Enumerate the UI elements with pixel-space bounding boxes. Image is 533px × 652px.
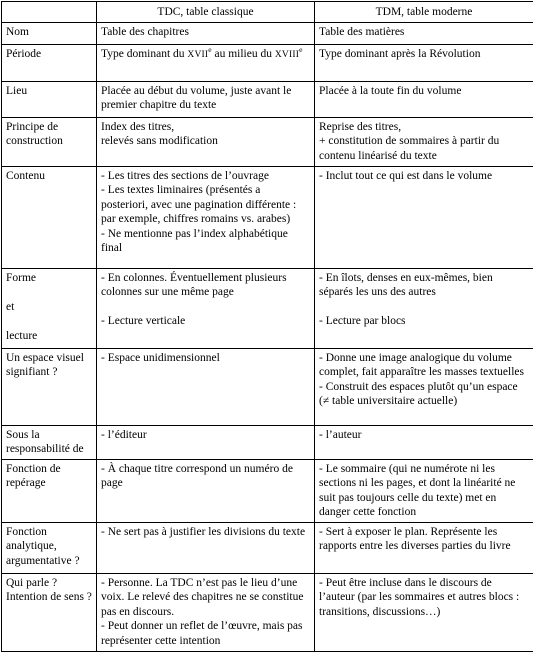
tdc-cell: - Espace unidimensionnel xyxy=(97,348,315,425)
header-cell-tdm: TDM, table moderne xyxy=(315,2,533,23)
tdm-cell: Reprise des titres, + constitution de sommaires à partir du contenu linéarisé du texte xyxy=(315,117,533,166)
tdm-cell: - Peut être incluse dans le discours de l’auteur (par les sommaires et autres blocs : transitions, discussions…) xyxy=(315,573,533,651)
table-row xyxy=(2,459,533,522)
row-label: Sous la responsabilité de xyxy=(2,425,97,459)
header-cell-tdc: TDC, table classique xyxy=(97,2,315,23)
century-xviii: XVIII xyxy=(275,50,299,60)
tdm-cell: - Sert à exposer le plan. Représente les rapports entre les diverses parties du livre xyxy=(315,522,533,573)
superscript-e: e xyxy=(208,45,211,54)
tdc-cell xyxy=(97,44,315,81)
tdm-cell: - En îlots, denses en eux-mêmes, bien séparés les uns des autres - Lecture par blocs xyxy=(315,268,533,348)
tdm-cell: Placée à la toute fin du volume xyxy=(315,81,533,117)
tdm-cell: - Donne une image analogique du volume complet, fait apparaître les masses textuelles - Construit des espaces plutôt qu’un espace (≠ table universitaire actuelle) xyxy=(315,348,533,425)
tdc-text-before: Type dominant du xyxy=(101,48,187,60)
tdm-cell: Type dominant après la Révolution xyxy=(315,44,533,81)
tdc-cell: - À chaque titre correspond un numéro de page xyxy=(97,459,315,522)
tdc-text-middle: au milieu du xyxy=(212,48,275,60)
tdc-cell: - Ne sert pas à justifier les divisions du texte xyxy=(97,522,315,573)
table-row xyxy=(2,22,533,44)
tdc-cell: - Les titres des sections de l’ouvrage - Les textes liminaires (présentés a posteriori, avec une pagination différente : par exemple, chiffres romains vs. arabes) - Ne mentionne pas l’index alphabétique final xyxy=(97,166,315,268)
header-cell-empty xyxy=(2,2,97,23)
table-row xyxy=(2,166,533,268)
tdc-cell: - En colonnes. Éventuellement plusieurs colonnes sur une même page - Lecture verticale xyxy=(97,268,315,348)
header-row xyxy=(2,2,533,23)
tdc-cell: Placée au début du volume, juste avant le premier chapitre du texte xyxy=(97,81,315,117)
row-label: Principe de construction xyxy=(2,117,97,166)
tdc-cell: - Personne. La TDC n’est pas le lieu d’une voix. Le relevé des chapitres ne se constitue pas en discours. - Peut donner un reflet de l’œuvre, mais pas représenter cette intention xyxy=(97,573,315,651)
table-row xyxy=(2,117,533,166)
table-row xyxy=(2,573,533,651)
tdm-cell: Table des matières xyxy=(315,22,533,44)
table-row xyxy=(2,348,533,425)
tdm-cell: - Le sommaire (qui ne numérote ni les sections ni les pages, et dont la linéarité ne suit pas toujours celle du texte) met en danger cette fonction xyxy=(315,459,533,522)
century-xvii: XVII xyxy=(187,50,208,60)
table-row xyxy=(2,522,533,573)
table-row xyxy=(2,425,533,459)
row-label: Fonction analytique, argumentative ? xyxy=(2,522,97,573)
tdc-cell: - l’éditeur xyxy=(97,425,315,459)
comparison-table xyxy=(1,1,533,652)
row-label: Qui parle ? Intention de sens ? xyxy=(2,573,97,651)
table-row xyxy=(2,268,533,348)
table-row xyxy=(2,81,533,117)
row-label: Fonction de repérage xyxy=(2,459,97,522)
row-label: Contenu xyxy=(2,166,97,268)
row-label: Forme et lecture xyxy=(2,268,97,348)
row-label: Lieu xyxy=(2,81,97,117)
row-label: Nom xyxy=(2,22,97,44)
table-row xyxy=(2,44,533,81)
tdc-cell: Table des chapitres xyxy=(97,22,315,44)
tdm-cell: - Inclut tout ce qui est dans le volume xyxy=(315,166,533,268)
row-label: Période xyxy=(2,44,97,81)
tdm-cell: - l’auteur xyxy=(315,425,533,459)
row-label: Un espace visuel signifiant ? xyxy=(2,348,97,425)
tdc-cell: Index des titres, relevés sans modification xyxy=(97,117,315,166)
superscript-e: e xyxy=(299,45,302,54)
